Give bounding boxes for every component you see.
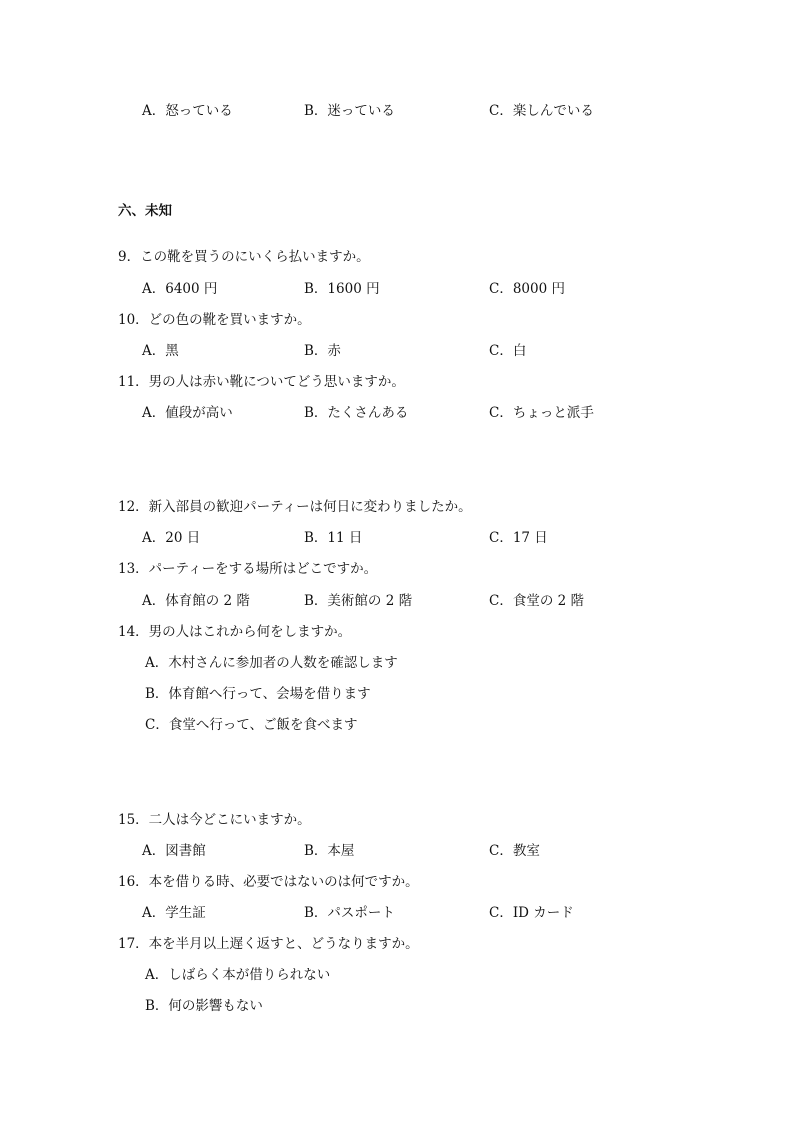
question-10: 10．どの色の靴を買いますか。: [118, 312, 311, 328]
q10-option-a: A．黑: [142, 343, 179, 359]
q14-option-c: C．食堂へ行って、ご飯を食べます: [145, 717, 358, 733]
question-16: 16．本を借りる時、必要ではないのは何ですか。: [118, 874, 419, 890]
q15-option-c: C．教室: [489, 843, 540, 859]
q14-option-a: A．木村さんに参加者の人数を確認します: [145, 655, 398, 671]
q11-option-a: A．値段が高い: [142, 405, 233, 421]
section-title: 六、未知: [118, 203, 172, 219]
question-17: 17．本を半月以上遅く返すと、どうなりますか。: [118, 936, 419, 952]
question-14: 14．男の人はこれから何をしますか。: [118, 624, 352, 640]
q17-option-a: A．しばらく本が借りられない: [145, 967, 331, 983]
option-a: A．怒っている: [142, 103, 233, 119]
q12-option-c: C．17 日: [489, 530, 548, 546]
q15-option-b: B．本屋: [304, 843, 355, 859]
q16-option-a: A．学生証: [142, 905, 206, 921]
q12-option-a: A．20 日: [142, 530, 201, 546]
q10-option-c: C．白: [489, 343, 527, 359]
q12-option-b: B．11 日: [304, 530, 363, 546]
q13-option-c: C．食堂の 2 階: [489, 593, 585, 609]
q9-option-c: C．8000 円: [489, 281, 565, 297]
option-c: C．楽しんでいる: [489, 103, 594, 119]
q14-option-b: B．体育館へ行って、会場を借ります: [145, 686, 371, 702]
question-12: 12．新入部員の歓迎パーティーは何日に変わりましたか。: [118, 499, 472, 515]
q16-option-c: C．ID カード: [489, 905, 574, 921]
q13-option-b: B．美術館の 2 階: [304, 593, 413, 609]
q16-option-b: B．パスポート: [304, 905, 395, 921]
option-b: B．迷っている: [304, 103, 395, 119]
q11-option-b: B．たくさんある: [304, 405, 409, 421]
question-15: 15．二人は今どこにいますか。: [118, 812, 311, 828]
question-13: 13．パーティーをする場所はどこですか。: [118, 561, 378, 577]
q9-option-b: B．1600 円: [304, 281, 380, 297]
question-11: 11．男の人は赤い靴についてどう思いますか。: [118, 374, 405, 390]
q11-option-c: C．ちょっと派手: [489, 405, 594, 421]
q17-option-b: B．何の影響もない: [145, 998, 263, 1014]
q10-option-b: B．赤: [304, 343, 341, 359]
q9-option-a: A．6400 円: [142, 281, 218, 297]
q13-option-a: A．体育館の 2 階: [142, 593, 250, 609]
question-9: 9．この靴を買うのにいくら払いますか。: [118, 249, 370, 265]
q15-option-a: A．図書館: [142, 843, 206, 859]
